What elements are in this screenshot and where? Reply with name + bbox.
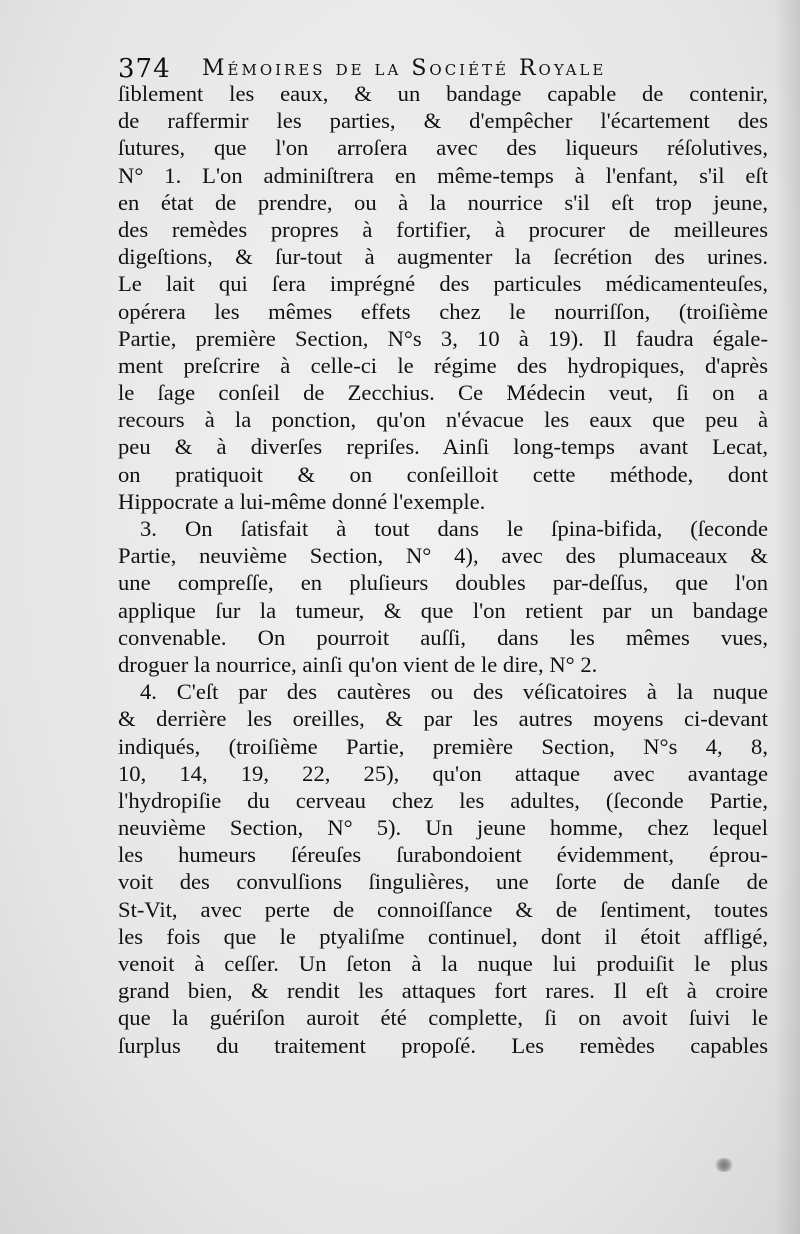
text-line: opérera les mêmes effets chez le nourriſſon, (troiſième xyxy=(118,298,768,324)
text-line: venoit à ceſſer. Un ſeton à la nuque lui produiſit le plus xyxy=(118,951,768,976)
paragraph-start-line: 4. C'eſt par des cautères ou des véſicatoires à la nuque xyxy=(140,679,768,705)
text-line: les humeurs ſéreuſes ſurabondoient évidemment, éprou- xyxy=(118,842,768,868)
text-line: grand bien, & rendit les attaques fort rares. Il eſt à croire xyxy=(118,978,768,1004)
text-line: St-Vit, avec perte de connoiſſance & de ſentiment, toutes xyxy=(118,896,768,922)
text-line: on pratiquoit & on conſeilloit cette méthode, dont xyxy=(118,461,768,487)
text-line: Partie, neuvième Section, N° 4), avec des plumaceaux & xyxy=(118,543,768,569)
text-line: ſurplus du traitement propoſé. Les remèdes capables xyxy=(118,1032,768,1058)
text-line: l'hydropiſie du cerveau chez les adultes, (ſeconde Partie, xyxy=(118,787,768,813)
body-text xyxy=(118,80,768,1059)
ink-speck xyxy=(714,1158,734,1172)
text-line: de raffermir les parties, & d'empêcher l'écartement des xyxy=(118,108,768,134)
text-line: applique ſur la tumeur, & que l'on retient par un bandage xyxy=(118,597,768,623)
text-line: recours à la ponction, qu'on n'évacue les eaux que peu à xyxy=(118,407,768,433)
text-line: Le lait qui ſera imprégné des particules médicamenteuſes, xyxy=(118,271,768,297)
text-line: les fois que le ptyaliſme continuel, dont il étoit affligé, xyxy=(118,923,768,949)
page-edge-shadow xyxy=(774,0,800,1234)
text-line: neuvième Section, N° 5). Un jeune homme, chez lequel xyxy=(118,815,768,841)
paragraph-start-line: 3. On ſatisfait à tout dans le ſpina-bifida, (ſeconde xyxy=(140,516,768,541)
text-line: & derrière les oreilles, & par les autres moyens ci-devant xyxy=(118,706,768,732)
text-line: ſiblement les eaux, & un bandage capable de contenir, xyxy=(118,81,768,106)
page-number: 374 xyxy=(118,54,171,84)
text-line: 10, 14, 19, 22, 25), qu'on attaque avec avantage xyxy=(118,760,768,786)
text-line: peu & à diverſes repriſes. Ainſi long-temps avant Lecat, xyxy=(118,434,768,460)
text-line: digeſtions, & ſur-tout à augmenter la ſecrétion des urines. xyxy=(118,244,768,270)
text-line: ment preſcrire à celle-ci le régime des hydropiques, d'après xyxy=(118,352,768,378)
text-line: droguer la nourrice, ainſi qu'on vient de le dire, N° 2. xyxy=(118,651,598,677)
text-line: voit des convulſions ſingulières, une ſorte de danſe de xyxy=(118,869,768,895)
text-line: ſutures, que l'on arroſera avec des liqueurs réſolutives, xyxy=(118,135,768,161)
text-line: N° 1. L'on adminiſtrera en même-temps à l'enfant, s'il eſt xyxy=(118,162,768,188)
text-line: en état de prendre, ou à la nourrice s'il eſt trop jeune, xyxy=(118,189,768,215)
text-line: Hippocrate a lui-même donné l'exemple. xyxy=(118,488,486,514)
text-line: que la guériſon auroit été complette, ſi on avoit ſuivi le xyxy=(118,1005,768,1031)
text-line: Partie, première Section, N°s 3, 10 à 19). Il faudra égale- xyxy=(118,325,768,351)
text-line: des remèdes propres à fortifier, à procurer de meilleures xyxy=(118,216,768,242)
text-line: le ſage conſeil de Zecchius. Ce Médecin veut, ſi on a xyxy=(118,380,768,406)
text-line: convenable. On pourroit auſſi, dans les mêmes vues, xyxy=(118,624,768,650)
text-line: une compreſſe, en pluſieurs doubles par-deſſus, que l'on xyxy=(118,570,768,596)
running-title: Mémoires de la Société Royale xyxy=(202,56,607,81)
text-line: indiqués, (troiſième Partie, première Section, N°s 4, 8, xyxy=(118,733,768,759)
